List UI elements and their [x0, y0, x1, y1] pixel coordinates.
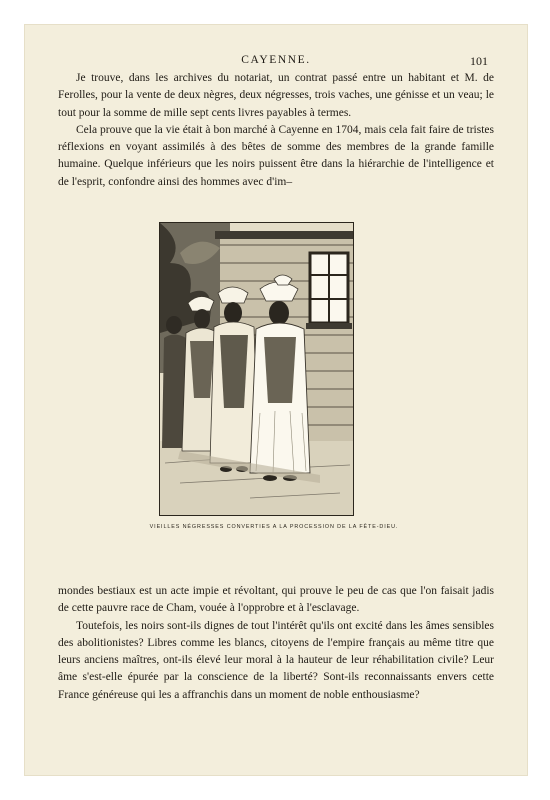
running-title: CAYENNE.: [241, 54, 311, 66]
figure-caption: VIEILLES NÉGRESSES CONVERTIES A LA PROCESSION DE LA FÊTE-DIEU.: [149, 524, 399, 530]
engraving-drawing: [160, 223, 353, 515]
engraving-illustration: [159, 222, 354, 516]
paragraph: mondes bestiaux est un acte impie et révoltant, qui prouve le peu de cas que l'on faisait jadis de cette pauvre race de Cham, vouée à l'opprobre et à l'esclavage.: [58, 585, 494, 615]
text-block-top: [58, 70, 494, 191]
paragraph: Je trouve, dans les archives du notariat, un contrat passé entre un habitant et M. de Ferolles, pour la vente de deux nègres, deux négresses, trois vaches, une génisse et un veau; le tout pour la somme de mille sept cents livres payables à termes.: [58, 72, 494, 119]
paragraph: Cela prouve que la vie était à bon marché à Cayenne en 1704, mais cela fait faire de tristes réflexions en voyant assimilés à des bêtes de somme des membres de la grande famille humaine. Quelque inférieurs que les noirs puissent être dans la hiérarchie de l'intelligence et de l'esprit, confondre ainsi des hommes avec d'im–: [58, 123, 494, 188]
text-block-bottom: [58, 583, 494, 704]
book-page: [24, 24, 528, 776]
page-number: 101: [470, 54, 488, 68]
paragraph: Toutefois, les noirs sont-ils dignes de tout l'intérêt qu'ils ont excité dans les âmes sensibles des abolitionistes? Libres comme les blancs, citoyens de l'empire français au même titre que leurs anciens maîtres, ont-ils élevé leur moral à la hauteur de leur réhabilitation civile? Leur âme s'est-elle épurée par la conscience de la liberté? Sont-ils reconnaissants envers cette France généreuse qui les a affranchis dans un moment de noble enthousiasme?: [58, 619, 494, 701]
